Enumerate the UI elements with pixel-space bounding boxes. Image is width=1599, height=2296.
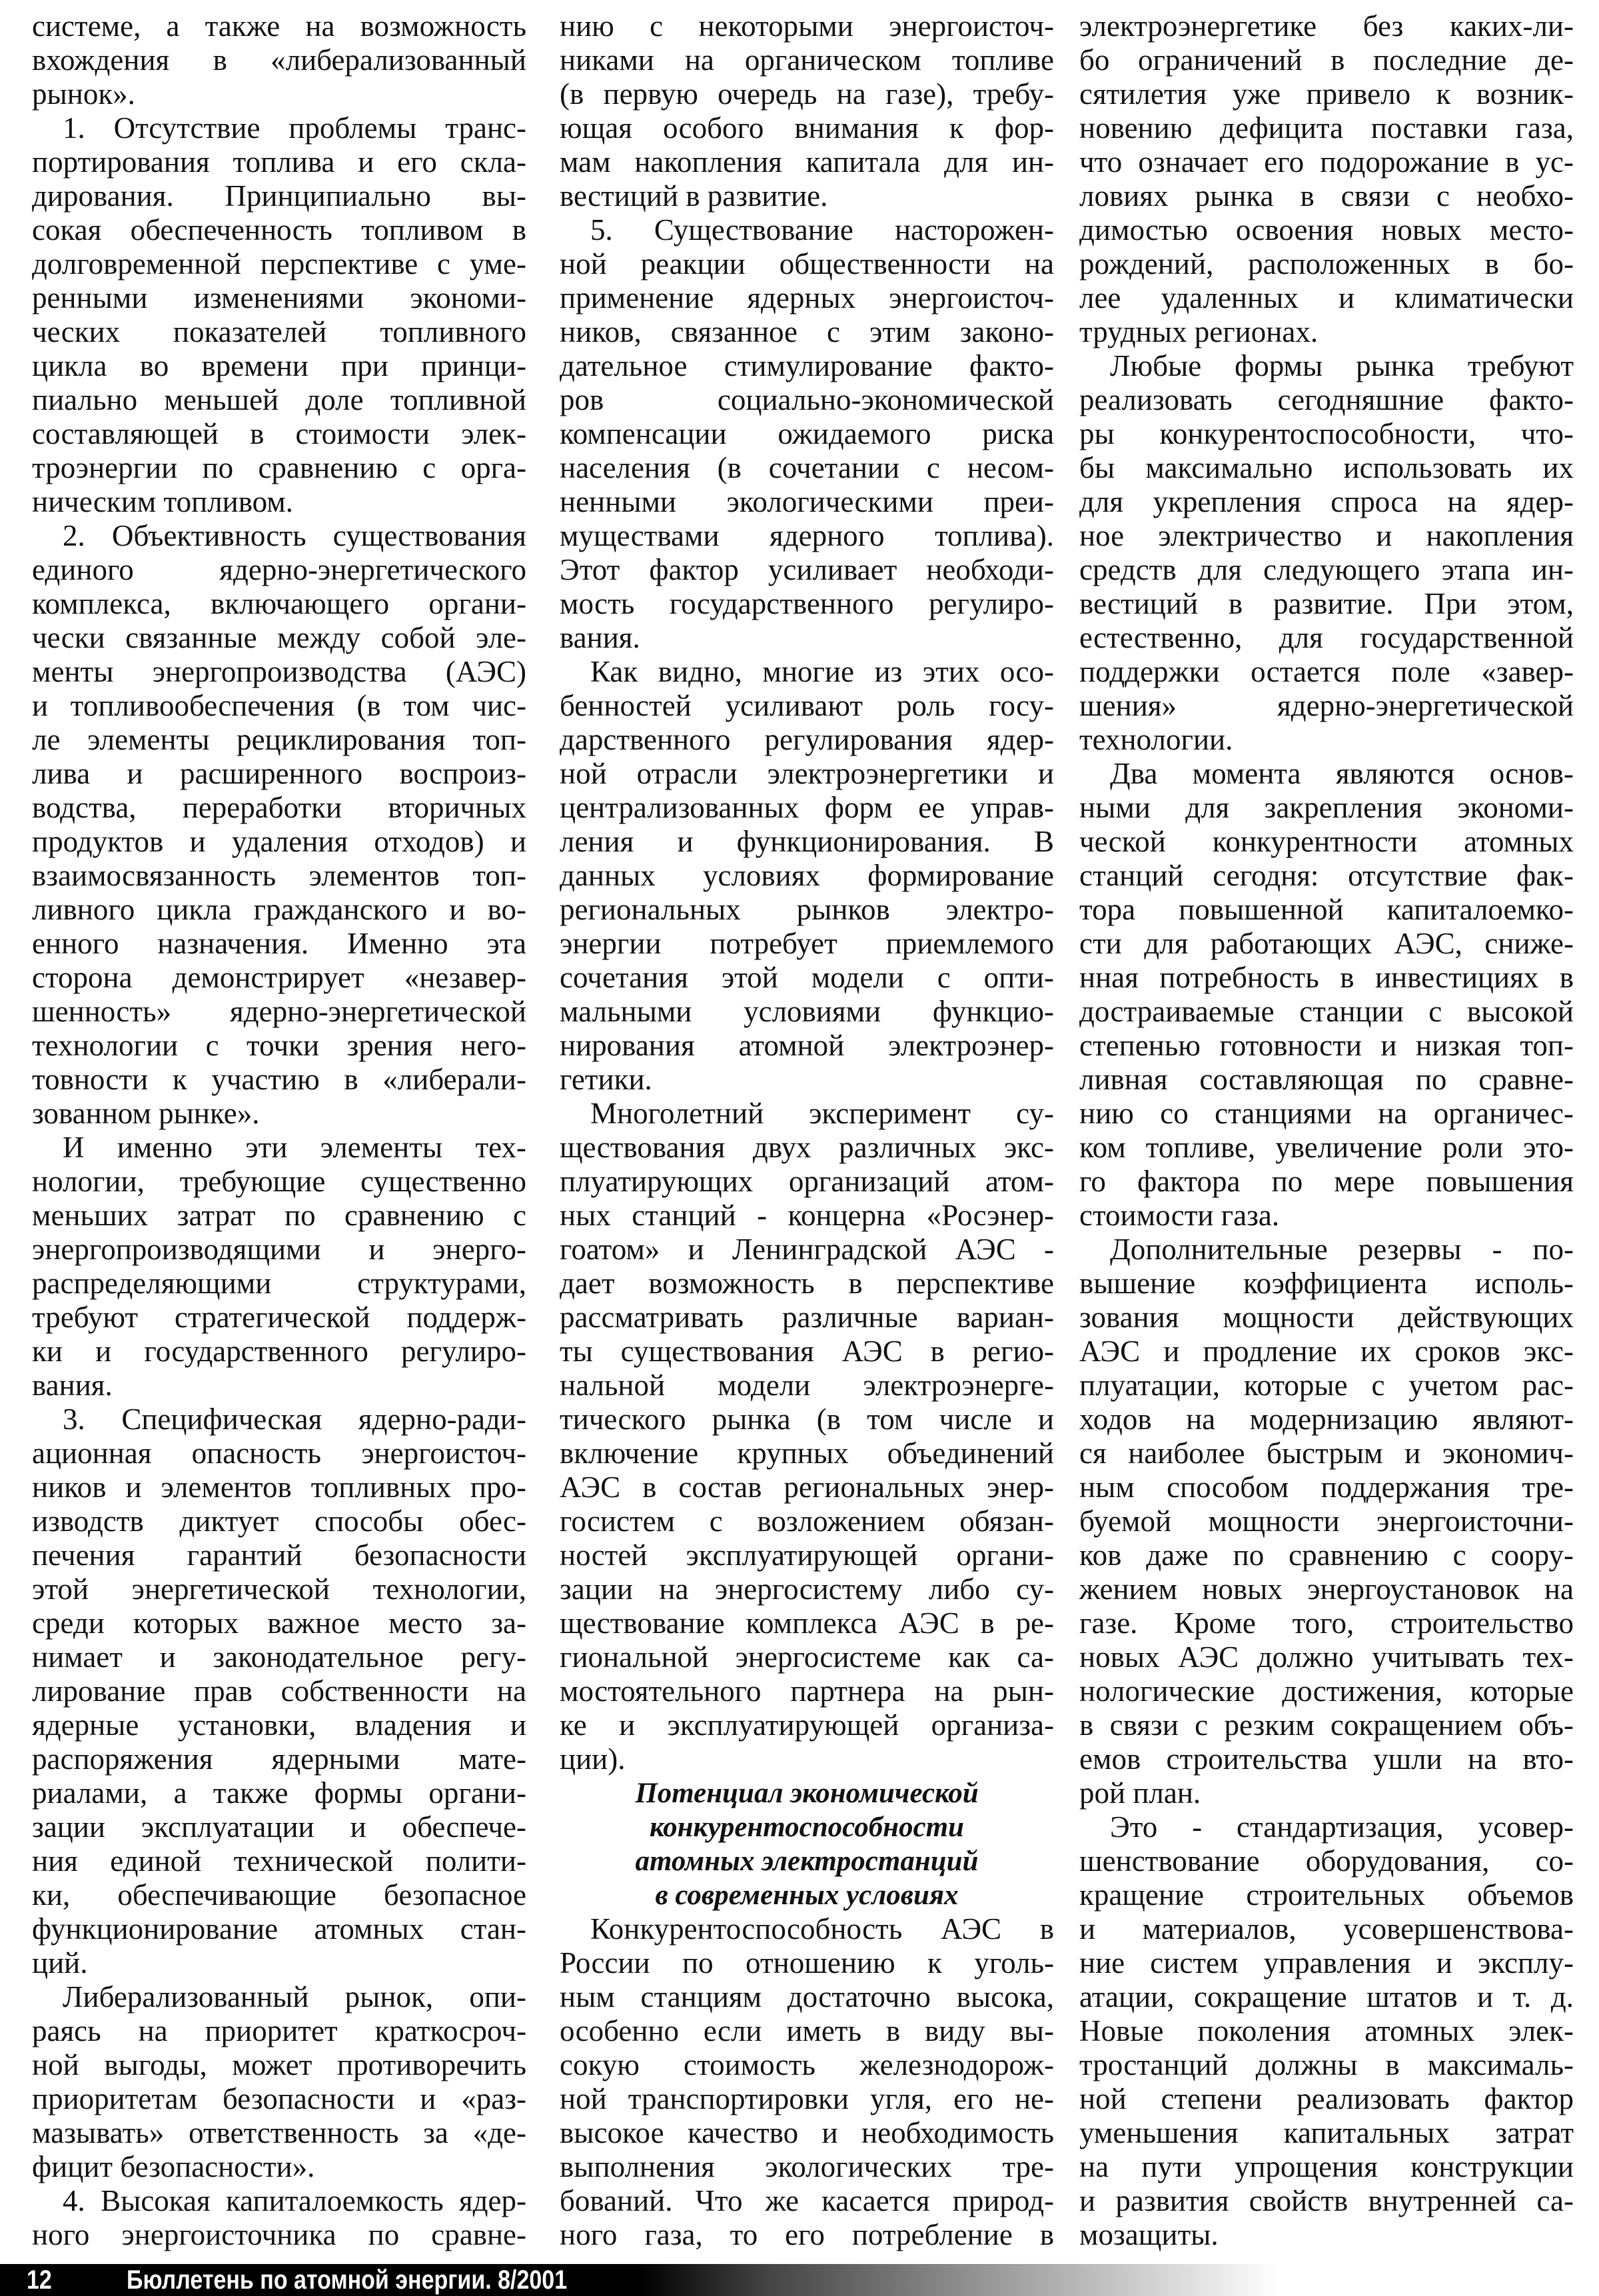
- text-line: фицит безопасности».: [32, 2150, 315, 2183]
- text-line: ления и функционирования. В: [560, 825, 1054, 858]
- text-line: шения» ядерно-энергетической: [1079, 689, 1574, 722]
- text-line: ническим топливом.: [32, 485, 294, 518]
- text-line: ловиях рынка в связи с необхо-: [1079, 179, 1574, 213]
- text-line: вхождения в «либерализованный: [32, 43, 526, 77]
- text-line: Потенциал экономической: [635, 1778, 979, 1809]
- text-line: нию со станциями на органичес-: [1079, 1097, 1574, 1130]
- text-line: ным способом поддержания тре-: [1079, 1470, 1574, 1504]
- text-line: вестиций в развитие. При этом,: [1079, 587, 1574, 620]
- text-line: конкурентоспособности: [650, 1812, 964, 1843]
- text-line: единого ядерно-энергетического: [32, 553, 526, 586]
- text-line: Новые поколения атомных элек-: [1079, 2014, 1574, 2047]
- text-line: тического рынка (в том числе и: [560, 1403, 1054, 1436]
- text-line: гоатом» и Ленинградской АЭС -: [560, 1233, 1054, 1266]
- text-line: меньших затрат по сравнению с: [32, 1199, 526, 1232]
- text-line: троэнергии по сравнению с орга-: [32, 451, 526, 484]
- text-line: дает возможность в перспективе: [560, 1267, 1054, 1300]
- text-line: ным станциям достаточно высока,: [560, 1980, 1054, 2013]
- text-line: системе, а также на возможность: [32, 9, 526, 43]
- text-line: АЭС и продление их сроков экс-: [1079, 1335, 1574, 1368]
- text-line: станций сегодня: отсутствие фак-: [1079, 859, 1574, 892]
- text-line: нию с некоторыми энергоисточ-: [560, 9, 1054, 43]
- text-line: централизованных форм ее управ-: [560, 791, 1054, 824]
- paragraph: [32, 1403, 526, 1980]
- text-line: сторона демонстрирует «незавер-: [32, 961, 526, 994]
- text-line: атомных электростанций: [635, 1846, 979, 1877]
- text-line: сти для работающих АЭС, сниже-: [1079, 927, 1574, 960]
- paragraph: [1079, 1233, 1574, 1810]
- text-line: ядерные установки, владения и: [32, 1708, 526, 1742]
- text-line: мозащиты.: [1079, 2218, 1219, 2251]
- text-line: функционирование атомных стан-: [32, 1912, 526, 1946]
- text-line: 4. Высокая капиталоемкость ядер-: [63, 2184, 526, 2217]
- text-line: ационная опасность энергоисточ-: [32, 1436, 526, 1470]
- text-line: для укрепления спроса на ядер-: [1079, 485, 1574, 518]
- text-line: ры конкурентоспособности, что-: [1079, 417, 1574, 450]
- text-line: госистем с возложением обязан-: [560, 1504, 1054, 1538]
- text-line: Дополнительные резервы - по-: [1110, 1233, 1574, 1266]
- text-column-1: [32, 9, 526, 2252]
- publication-title: Бюллетень по атомной энергии. 8/2001: [127, 2265, 568, 2295]
- text-line: Этот фактор усиливает необходи-: [560, 553, 1054, 586]
- text-line: нимает и законодательное регу-: [32, 1640, 526, 1674]
- text-line: в связи с резким сокращением объ-: [1079, 1708, 1574, 1742]
- text-line: сочетания этой модели с опти-: [560, 961, 1054, 994]
- text-line: Конкурентоспособность АЭС в: [590, 1912, 1054, 1946]
- text-line: продуктов и удаления отходов) и: [32, 825, 526, 858]
- text-line: водства, переработки вторичных: [32, 791, 526, 824]
- text-line: гиональной энергосистеме как са-: [560, 1640, 1054, 1674]
- text-line: вышение коэффициента исполь-: [1079, 1267, 1574, 1300]
- text-line: технологии с точки зрения него-: [32, 1029, 526, 1062]
- text-line: ся наиболее быстрым и экономич-: [1079, 1436, 1574, 1470]
- text-line: енного назначения. Именно эта: [32, 927, 526, 960]
- text-line: применение ядерных энергоисточ-: [560, 281, 1054, 314]
- paragraph: [32, 1980, 526, 2184]
- paragraph: [1079, 9, 1574, 349]
- text-line: ществование комплекса АЭС в ре-: [560, 1606, 1054, 1640]
- text-line: ренными изменениями экономи-: [32, 281, 526, 314]
- paragraph: [560, 1097, 1054, 1776]
- text-line: трудных регионах.: [1079, 315, 1319, 348]
- text-line: ной отрасли электроэнергетики и: [560, 757, 1054, 790]
- text-line: ние систем управления и эксплу-: [1079, 1946, 1574, 1980]
- text-line: сятилетия уже привело к возник-: [1079, 77, 1574, 111]
- text-line: изводств диктует способы обес-: [32, 1504, 526, 1538]
- text-line: приоритетам безопасности и «раз-: [32, 2082, 526, 2115]
- text-line: ных станций - концерна «Росэнер-: [560, 1199, 1054, 1232]
- text-line: бы максимально использовать их: [1079, 451, 1574, 484]
- text-line: и топливообеспечения (в том чис-: [32, 689, 526, 722]
- text-line: ходов на модернизацию являют-: [1079, 1403, 1574, 1436]
- text-line: этой энергетической технологии,: [32, 1572, 526, 1606]
- text-line: выполнения экологических тре-: [560, 2150, 1054, 2183]
- text-line: поддержки остается поле «завер-: [1079, 655, 1574, 688]
- text-line: среди которых важное место за-: [32, 1606, 526, 1640]
- text-line: высокое качество и необходимость: [560, 2116, 1054, 2149]
- text-line: ты существования АЭС в регио-: [560, 1335, 1054, 1368]
- text-line: ной степени реализовать фактор: [1079, 2082, 1574, 2115]
- text-line: лирование прав собственности на: [32, 1674, 526, 1708]
- paragraph: [32, 9, 526, 111]
- text-line: дирования. Принципиально вы-: [32, 179, 526, 213]
- paragraph: [32, 2184, 526, 2252]
- paragraph: [560, 655, 1054, 1097]
- text-line: региональных рынков электро-: [560, 893, 1054, 926]
- text-line: на пути упрощения конструкции: [1079, 2150, 1574, 2183]
- text-line: чески связанные между собой эле-: [32, 621, 526, 654]
- text-line: компенсации ожидаемого риска: [560, 417, 1054, 450]
- text-line: Как видно, многие из этих осо-: [590, 655, 1054, 688]
- text-line: 3. Специфическая ядерно-ради-: [63, 1403, 526, 1436]
- text-line: тростанций должны в максималь-: [1079, 2048, 1574, 2081]
- text-line: ков даже по сравнению с соору-: [1079, 1538, 1574, 1572]
- text-line: лива и расширенного воспроиз-: [32, 757, 526, 790]
- text-line: менты энергопроизводства (АЭС): [32, 655, 526, 688]
- text-line: распределяющими структурами,: [32, 1267, 526, 1300]
- text-line: Многолетний эксперимент су-: [590, 1097, 1054, 1130]
- text-line: мам накопления капитала для ин-: [560, 145, 1054, 179]
- text-line: зации на энергосистему либо су-: [560, 1572, 1054, 1606]
- text-line: цикла во времени при принци-: [32, 349, 526, 382]
- paragraph: [32, 111, 526, 519]
- text-line: рой план.: [1079, 1776, 1201, 1810]
- text-line: достраиваемые станции с высокой: [1079, 995, 1574, 1028]
- text-line: ников и элементов топливных про-: [32, 1470, 526, 1504]
- text-line: мазывать» ответственность за «де-: [32, 2116, 526, 2149]
- text-line: газе. Кроме того, строительство: [1079, 1606, 1574, 1640]
- text-line: емов строительства ушли на вто-: [1079, 1742, 1574, 1776]
- text-line: комплекса, включающего органи-: [32, 587, 526, 620]
- text-line: ностей эксплуатирующей органи-: [560, 1538, 1054, 1572]
- text-line: ной реакции общественности на: [560, 247, 1054, 281]
- text-line: нная потребность в инвестициях в: [1079, 961, 1574, 994]
- text-line: долговременной перспективе с уме-: [32, 247, 526, 281]
- text-line: рассматривать различные вариан-: [560, 1301, 1054, 1334]
- text-line: го фактора по мере повышения: [1079, 1165, 1574, 1198]
- text-line: России по отношению к уголь-: [560, 1946, 1054, 1980]
- text-line: ческой конкурентности атомных: [1079, 825, 1574, 858]
- paragraph: [560, 9, 1054, 213]
- text-line: новению дефицита поставки газа,: [1079, 111, 1574, 145]
- text-line: бо ограничений в последние де-: [1079, 43, 1574, 77]
- paragraph: [560, 1912, 1054, 2252]
- page-footer: [0, 2264, 1599, 2296]
- text-line: ющая особого внимания к фор-: [560, 111, 1054, 145]
- paragraph: [1079, 757, 1574, 1233]
- text-line: вания.: [560, 621, 640, 654]
- text-line: ле элементы рециклирования топ-: [32, 723, 526, 756]
- text-line: зования мощности действующих: [1079, 1301, 1574, 1334]
- text-line: шенность» ядерно-энергетической: [32, 995, 526, 1028]
- text-line: вестиций в развитие.: [560, 179, 828, 213]
- text-line: димостью освоения новых место-: [1079, 213, 1574, 247]
- text-line: ными для закрепления экономи-: [1079, 791, 1574, 824]
- text-line: уменьшения капитальных затрат: [1079, 2116, 1574, 2149]
- text-line: вания.: [32, 1369, 113, 1402]
- text-line: портирования топлива и его скла-: [32, 145, 526, 179]
- text-line: и развития свойств внутренней са-: [1079, 2184, 1574, 2217]
- text-line: ного энергоисточника по сравне-: [32, 2218, 526, 2251]
- text-line: мостоятельного партнера на рын-: [560, 1674, 1054, 1708]
- text-line: рождений, расположенных в бо-: [1079, 247, 1574, 281]
- text-line: атации, сокращение штатов и т. д.: [1079, 1980, 1574, 2013]
- text-line: рынок».: [32, 77, 135, 111]
- text-line: ного газа, то его потребление в: [560, 2218, 1054, 2251]
- text-line: пиально меньшей доле топливной: [32, 383, 526, 416]
- text-line: тора повышенной капиталоемко-: [1079, 893, 1574, 926]
- text-line: буемой мощности энергоисточни-: [1079, 1504, 1574, 1538]
- text-line: товности к участию в «либерали-: [32, 1063, 526, 1096]
- text-line: никами на органическом топливе: [560, 43, 1054, 77]
- text-line: ки и государственного регулиро-: [32, 1335, 526, 1368]
- text-line: ной транспортировки угля, его не-: [560, 2082, 1054, 2115]
- text-line: мость государственного регулиро-: [560, 587, 1054, 620]
- page-number: 12: [27, 2265, 52, 2295]
- paragraph: [32, 519, 526, 1131]
- text-line: Это - стандартизация, усовер-: [1110, 1810, 1574, 1844]
- text-line: взаимосвязанность элементов топ-: [32, 859, 526, 892]
- text-line: зации эксплуатации и обеспече-: [32, 1810, 526, 1844]
- text-line: нологии, требующие существенно: [32, 1165, 526, 1198]
- text-line: распоряжения ядерными мате-: [32, 1742, 526, 1776]
- text-line: 5. Существование насторожен-: [590, 213, 1054, 247]
- text-line: средств для следующего этапа ин-: [1079, 553, 1574, 586]
- text-line: населения (в сочетании с несом-: [560, 451, 1054, 484]
- text-column-3: [1079, 9, 1574, 2252]
- text-line: жением новых энергоустановок на: [1079, 1572, 1574, 1606]
- text-line: муществами ядерного топлива).: [560, 519, 1054, 552]
- section-heading: [560, 1776, 1054, 1912]
- text-line: мальными условиями функцио-: [560, 995, 1054, 1028]
- text-line: естественно, для государственной: [1079, 621, 1574, 654]
- text-line: бенностей усиливают роль госу-: [560, 689, 1054, 722]
- text-line: 2. Объективность существования: [63, 519, 526, 552]
- text-line: раясь на приоритет краткосроч-: [32, 2014, 526, 2047]
- text-line: ния единой технической полити-: [32, 1844, 526, 1878]
- text-line: сокую стоимость железнодорож-: [560, 2048, 1054, 2081]
- paragraph: [32, 1131, 526, 1403]
- text-column-2: [560, 9, 1054, 2252]
- text-line: технологии.: [1079, 723, 1233, 756]
- text-line: бований. Что же касается природ-: [560, 2184, 1054, 2217]
- text-line: реализовать сегодняшние факто-: [1079, 383, 1574, 416]
- text-line: данных условиях формирование: [560, 859, 1054, 892]
- text-line: особенно если иметь в виду вы-: [560, 2014, 1054, 2047]
- text-line: и материалов, усовершенствова-: [1079, 1912, 1574, 1946]
- text-line: ций.: [32, 1946, 88, 1980]
- text-line: шенствование оборудования, со-: [1079, 1844, 1574, 1878]
- text-line: электроэнергетике без каких-ли-: [1079, 9, 1574, 43]
- text-line: степенью готовности и низкая топ-: [1079, 1029, 1574, 1062]
- text-line: ществования двух различных экс-: [560, 1131, 1054, 1164]
- text-line: дарственного регулирования ядер-: [560, 723, 1054, 756]
- text-line: ников, связанное с этим законо-: [560, 315, 1054, 348]
- text-line: Либерализованный рынок, опи-: [63, 1980, 526, 2013]
- text-line: Любые формы рынка требуют: [1110, 349, 1574, 382]
- text-line: (в первую очередь на газе), требу-: [560, 77, 1054, 111]
- text-line: кращение строительных объемов: [1079, 1878, 1574, 1912]
- text-line: ливная составляющая по сравне-: [1079, 1063, 1574, 1096]
- text-line: 1. Отсутствие проблемы транс-: [63, 111, 526, 145]
- text-line: стоимости газа.: [1079, 1199, 1280, 1232]
- paragraph: [1079, 1810, 1574, 2252]
- text-line: энергопроизводящими и энерго-: [32, 1233, 526, 1266]
- text-line: ческих показателей топливного: [32, 315, 526, 348]
- text-line: риалами, а также формы органи-: [32, 1776, 526, 1810]
- text-line: Два момента являются основ-: [1110, 757, 1574, 790]
- text-line: ком топливе, увеличение роли это-: [1079, 1131, 1574, 1164]
- text-line: что означает его подорожание в ус-: [1079, 145, 1574, 179]
- text-line: ненными экологическими преи-: [560, 485, 1054, 518]
- paragraph: [560, 213, 1054, 655]
- text-line: ров социально-экономической: [560, 383, 1054, 416]
- text-line: плуатирующих организаций атом-: [560, 1165, 1054, 1198]
- text-line: зованном рынке».: [32, 1097, 260, 1130]
- text-line: нальной модели электроэнерге-: [560, 1369, 1054, 1402]
- text-line: лее удаленных и климатически: [1079, 281, 1574, 314]
- text-line: И именно эти элементы тех-: [63, 1131, 526, 1164]
- text-line: плуатации, которые с учетом рас-: [1079, 1369, 1574, 1402]
- text-line: ливного цикла гражданского и во-: [32, 893, 526, 926]
- text-line: ное электричество и накопления: [1079, 519, 1574, 552]
- text-line: ной выгоды, может противоречить: [32, 2048, 526, 2081]
- text-line: дательное стимулирование факто-: [560, 349, 1054, 382]
- text-line: энергии потребует приемлемого: [560, 927, 1054, 960]
- text-line: АЭС в состав региональных энер-: [560, 1470, 1054, 1504]
- text-line: нирования атомной электроэнер-: [560, 1029, 1054, 1062]
- text-line: включение крупных объединений: [560, 1436, 1054, 1470]
- text-line: печения гарантий безопасности: [32, 1538, 526, 1572]
- text-line: сокая обеспеченность топливом в: [32, 213, 526, 247]
- text-line: требуют стратегической поддерж-: [32, 1301, 526, 1334]
- text-line: ции).: [560, 1742, 626, 1776]
- text-line: ке и эксплуатирующей организа-: [560, 1708, 1054, 1742]
- text-line: новых АЭС должно учитывать тех-: [1079, 1640, 1574, 1674]
- text-line: ки, обеспечивающие безопасное: [32, 1878, 526, 1912]
- text-line: гетики.: [560, 1063, 652, 1096]
- paragraph: [1079, 349, 1574, 757]
- text-line: в современных условиях: [655, 1880, 959, 1911]
- text-line: нологические достижения, которые: [1079, 1674, 1574, 1708]
- text-line: составляющей в стоимости элек-: [32, 417, 526, 450]
